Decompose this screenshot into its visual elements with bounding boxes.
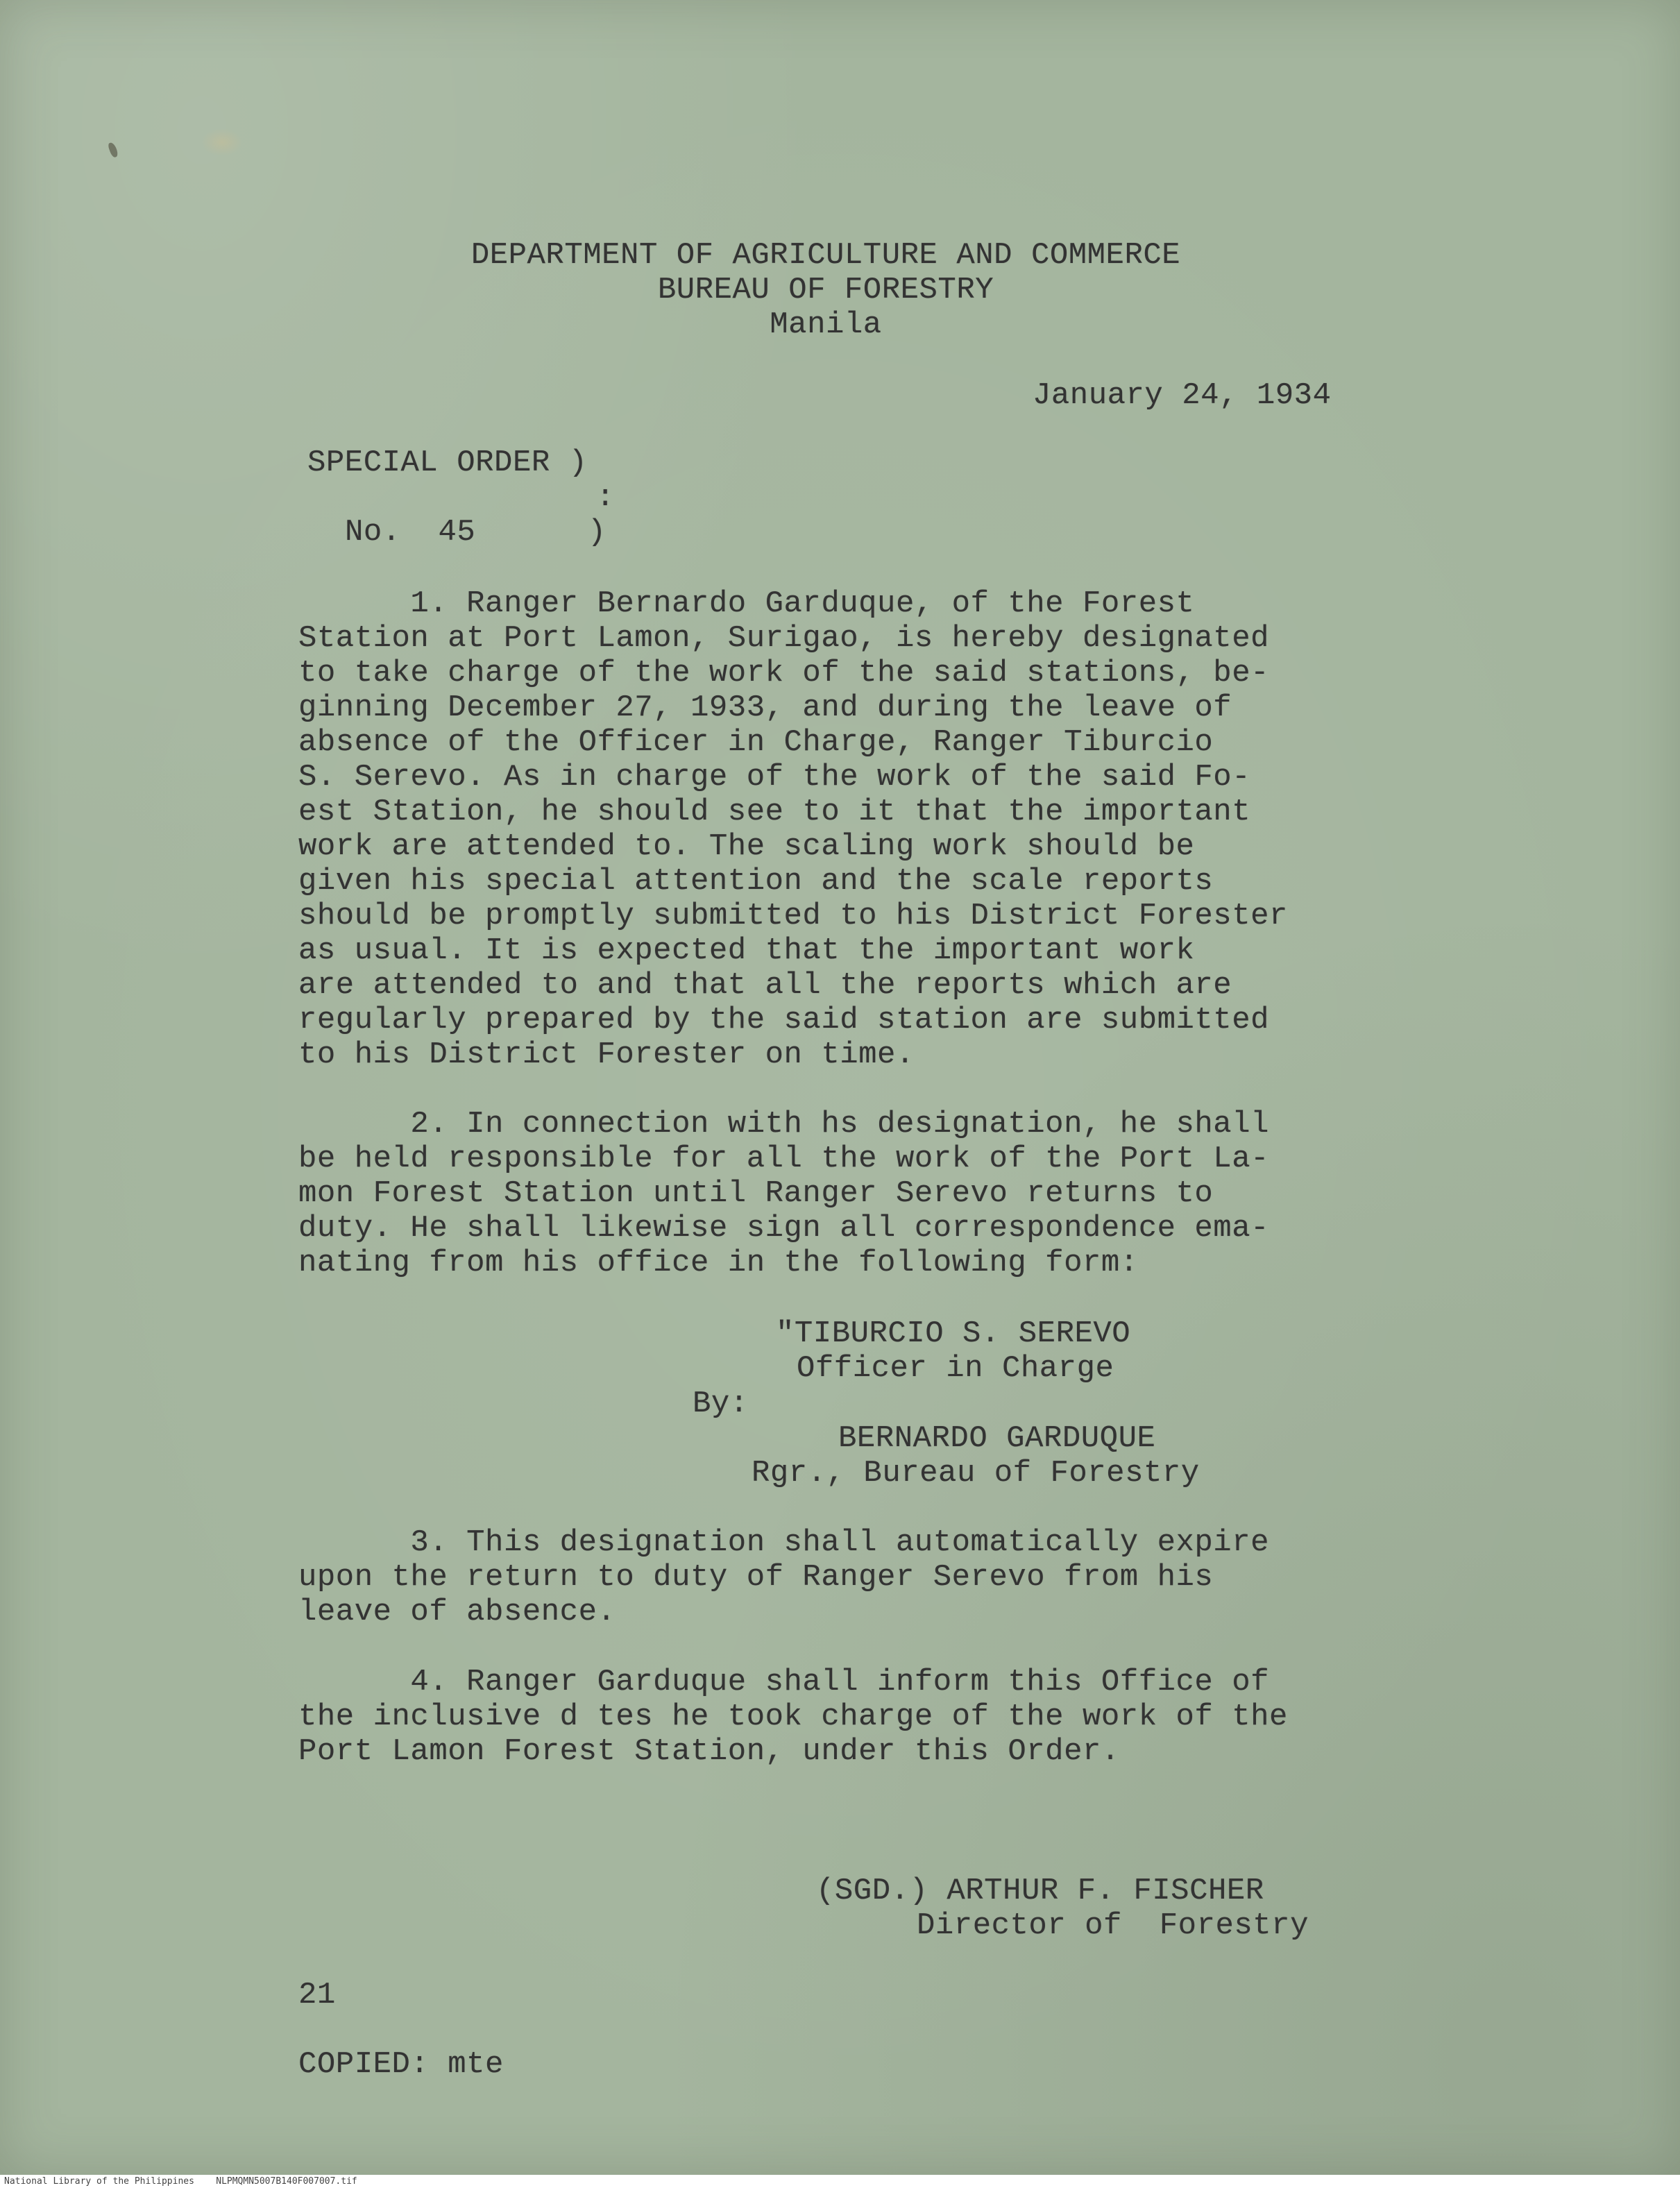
special-order-number: No. 45 ) bbox=[345, 515, 606, 550]
page-number: 21 bbox=[298, 1978, 336, 2012]
signature-form-name: "TIBURCIO S. SEREVO bbox=[776, 1316, 1131, 1351]
signatory-title: Director of Forestry bbox=[917, 1908, 1309, 1943]
special-order-label: SPECIAL ORDER ) bbox=[307, 446, 588, 480]
document-date: January 24, 1934 bbox=[1033, 378, 1332, 413]
paper-smudge bbox=[201, 128, 243, 156]
header-department: DEPARTMENT OF AGRICULTURE AND COMMERCE bbox=[470, 238, 1181, 273]
signatory-name: (SGD.) ARTHUR F. FISCHER bbox=[816, 1874, 1264, 1908]
scan-footer-text: National Library of the Philippines NLPMQMN5007B140F007007.tif bbox=[4, 2176, 357, 2187]
signature-form-deputy-title: Rgr., Bureau of Forestry bbox=[752, 1456, 1200, 1491]
header-bureau: BUREAU OF FORESTRY bbox=[657, 273, 994, 307]
signature-form-deputy-name: BERNARDO GARDUQUE bbox=[838, 1421, 1156, 1456]
special-order-colon: : bbox=[596, 480, 615, 515]
paragraph-4: 4. Ranger Garduque shall inform this Office of the inclusive d tes he took charge of the work of the Port Lamon Forest Station, under this Order. bbox=[298, 1665, 1288, 1769]
paragraph-2: 2. In connection with hs designation, he shall be held responsible for all the work of the Port La- mon Forest Station until Ranger Serevo returns to duty. He shall likewise sign all correspondence ema- nating from his office in the following form: bbox=[298, 1107, 1270, 1280]
paragraph-3: 3. This designation shall automatically expire upon the return to duty of Ranger Serevo from his leave of absence. bbox=[298, 1525, 1270, 1629]
header-city: Manila bbox=[770, 307, 882, 342]
paper-stain bbox=[108, 142, 119, 158]
signature-form-by: By: bbox=[693, 1386, 749, 1421]
signature-form-title: Officer in Charge bbox=[797, 1351, 1114, 1386]
copied-note: COPIED: mte bbox=[298, 2047, 504, 2082]
paragraph-1: 1. Ranger Bernardo Garduque, of the Forest Station at Port Lamon, Surigao, is hereby designated to take charge of the work of the said stations, be- ginning December 27, 1933, and during the leave of absence of the Officer in Charge, Ranger Tiburcio S. Serevo. As in charge of the work of the said Fo- est Station, he should see to it that the important work are attended to. The scaling work should be given his special attention and the scale reports should be promptly submitted to his District Forester as usual. It is expected that the important work are attended to and that all the reports which are regularly prepared by the said station are submitted to his District Forester on time. bbox=[298, 586, 1288, 1072]
